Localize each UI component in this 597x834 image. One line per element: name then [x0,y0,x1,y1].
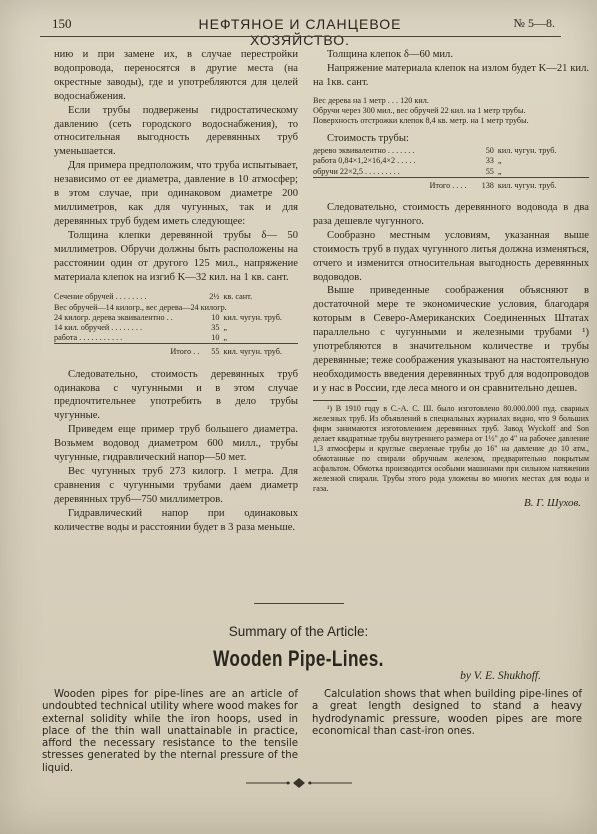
table-row [54,333,298,344]
paragraph: Выше приведенные соображения объясняют в достаточной мере те экономические условия, благодаря которым в Северо-Американских Соединенных Штатах параллельно с чугунными и железными трубами ¹) употребляются в значительном количестве и трубы деревянные; теже соображения указывают на настоятельную необходимость введения деревянных труб для водопроводов и у нас в России, где леса много и он сравнительно дешев. [313,285,589,394]
page-number: 150 [52,16,72,31]
row-value: 10 [211,333,220,343]
row-unit: „ [223,323,228,333]
byline: by V. E. Shukhoff. [460,670,541,682]
paragraph: Сообразно местным условиям, указанная выше стоимость труб в пудах чугунного литья должна изменяться, отчего и изменится относительная выгодность деревянных водоводов. [313,229,589,283]
table-row [54,292,298,302]
left-column [54,48,298,535]
table-row [313,156,589,166]
section-divider [254,603,344,604]
total-row [54,344,298,358]
calculation-table [54,292,298,357]
paragraph: Вес чугунных труб 273 килогр. 1 метра. Для сравнения с чугунными трубами даем диаметр деревянных труб—750 миллиметров. [54,465,298,505]
note-line: Поверхность отстрожки клепок 8,4 кв. метр. на 1 метр трубы. [313,116,529,126]
total-label: Итого . . [170,347,200,357]
row-label: обручи 22×2,5 . . . . . . . . . [313,166,400,176]
row-label: Сечение обручей . . . . . . . . [54,292,147,302]
row-label: работа . . . . . . . . . . . [54,333,123,343]
note-line: Вес дерева на 1 метр . . . 120 кил. [313,95,429,105]
row-unit: „ [497,166,502,176]
note-line: Обручи через 300 мил., вес обручей 22 кил. на 1 метр трубы. [313,105,526,115]
paragraph: Гидравлический напор при одинаковых количестве воды и расстоянии будет в 3 раза меньше. [54,507,298,533]
journal-title: НЕФТЯНОЕ И СЛАНЦЕВОЕ ХОЗЯЙСТВО. [198,16,402,48]
paragraph: Напряжение материала клепок на излом будет K—21 кил. на 1кв. сант. [313,62,589,88]
total-row [313,177,589,191]
notes-block [313,96,589,127]
row-label: 14 кил. обручей . . . . . . . . [54,323,142,333]
paragraph: Если трубы подвержены гидростатическому давлению (сеть городского водоснабжения), то относительная выгодность деревянных труб уменьшается. [54,104,298,158]
total-unit: кил. чугун. труб. [497,180,557,190]
row-value: 55 [485,166,494,176]
summary-paragraph: Calculation shows that when building pipe-lines of a great length designed to stand a heavy hydrodynamic pressure, wooden pipes are more economical than cast-iron ones. [312,689,582,737]
header-rule [40,36,561,37]
summary-left-column [42,689,298,775]
total-value: 138 [481,180,494,190]
total-value: 55 [211,347,220,357]
paragraph: Толщина клепок δ—60 мил. [327,49,453,60]
row-label: работа 0,84×1,2×16,4×2 . . . . . [313,156,416,166]
footnote: ¹) В 1910 году в С.-А. С. Ш. было изготовлено 80.000.000 пуд. сварных железных труб. Из объявлений в специальных журналах видно, что 9 больших фирм занимаются изготовлением деревянных труб. Завод Wyckoff and Son делает квадратные трубы внутреннего размера от 1½" до 4" на рабочее давление 1,3 атмосферы и круглые сверленые трубы до 16" на давление до 10 атм., обмотанные по спирали обручным железом, предварительно покрытым асфальтом. Обмотка производится особыми машинами при сильном натяжении железной спирали. Трубы этого рода уложены во многих местах для воды и газа. [313,403,589,494]
row-label: дерево эквивалентно . . . . . . . [313,146,415,156]
table-row [313,167,589,178]
row-unit: „ [223,333,228,343]
paragraph: Толщина клепки деревянной трубы δ— 50 миллиметров. Обручи должны быть расположены на расстоянии один от другого 125 мил., напряжение материала клепок на изгиб K—32 кил. на 1 кв. сант. [54,229,298,283]
cost-table [313,146,589,191]
page-header [0,14,597,48]
table-row [54,303,298,313]
summary-heading: Summary of the Article: [228,624,369,639]
total-unit: кил. чугун. труб. [223,347,282,357]
right-column [313,48,589,510]
row-value: 50 [485,146,494,156]
article-title: Wooden Pipe-Lines. [213,646,384,671]
table-row [54,313,298,323]
row-value: 2½ [209,292,220,302]
total-label: Итого . . . . [429,180,467,190]
author-signature: В. Г. Шухов. [524,496,581,509]
paragraph: нию и при замене их, в случае перестройки водопровода, переносятся в другие места (на окрестные заводы), где и употребляются для целей водоснабжения. [54,49,298,102]
row-unit: кил. чугун. труб. [497,146,557,156]
footnote-rule [313,400,377,401]
row-unit: кв. сант. [223,292,253,302]
row-label: 24 килогр. дерева эквивалентно . . [54,312,173,322]
summary-paragraph: Wooden pipes for pipe-lines are an article of undoubted technical utility where wood makes for external solidity while the iron hoops, used in place of the thin wall unattainable in practice, afford the necessary resistance to the tensile stresses generated by the nternal pressure of the liquid. [42,689,298,774]
row-value: 10 [211,312,220,322]
row-unit: кил. чугун. труб. [223,312,282,322]
issue-number: № 5—8. [513,16,555,30]
ornament-icon [244,776,354,790]
row-value: 33 [485,156,494,166]
paragraph: Следовательно, стоимость деревянного водовода в два раза дешевле чугунного. [313,202,589,227]
table-row [54,323,298,333]
summary-right-column [312,689,582,738]
table-row [313,146,589,156]
cost-heading: Стоимость трубы: [327,133,409,145]
row-unit: „ [497,156,502,166]
paragraph: Следовательно, стоимость деревянных труб одинакова с чугунными и в этом случае предпочтительнее употребить в дело трубы чугунные. [54,368,298,422]
paragraph: Приведем еще пример труб большего диаметра. Возьмем водовод диаметром 600 милл., трубы чугунные, гидравлический напор—50 мет. [54,424,298,464]
row-label: Вес обручей—14 килогр., вес дерева—24 килогр. [54,302,227,312]
paragraph: Для примера предположим, что труба испытывает, независимо от ее диаметра, давление в 10 атмосфер; в этом случае, при одинаковом диаметре 200 миллиметров, как для чугунных, так и для деревянных труб будем иметь следующее: [54,160,298,227]
row-value: 35 [211,323,220,333]
